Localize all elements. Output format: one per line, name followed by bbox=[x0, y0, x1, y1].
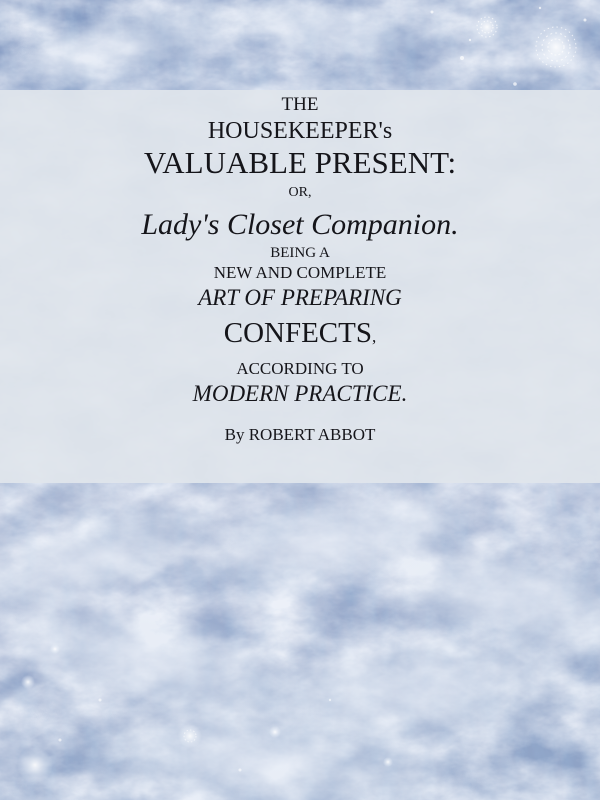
title-line-being-a: BEING A bbox=[270, 245, 330, 261]
title-line-valuable-present: VALUABLE PRESENT: bbox=[143, 145, 457, 180]
title-line-the: THE bbox=[281, 94, 319, 115]
title-panel bbox=[0, 90, 600, 483]
byline-author: By ROBERT ABBOT bbox=[224, 425, 376, 444]
title-line-modern-practice: MODERN PRACTICE. bbox=[192, 381, 408, 406]
title-line-according-to: ACCORDING TO bbox=[236, 359, 364, 378]
title-line-new-and-complete: NEW AND COMPLETE bbox=[213, 263, 387, 282]
title-line-confects bbox=[0, 311, 600, 359]
confects-comma: , bbox=[372, 327, 377, 346]
title-line-ladys-closet-companion: Lady's Closet Companion. bbox=[141, 208, 459, 241]
title-line-housekeepers: HOUSEKEEPER's bbox=[207, 118, 393, 144]
title-line-art-of-preparing: ART OF PREPARING bbox=[198, 285, 402, 310]
title-line-or: OR, bbox=[288, 185, 312, 200]
confects-word: CONFECTS bbox=[223, 317, 372, 349]
